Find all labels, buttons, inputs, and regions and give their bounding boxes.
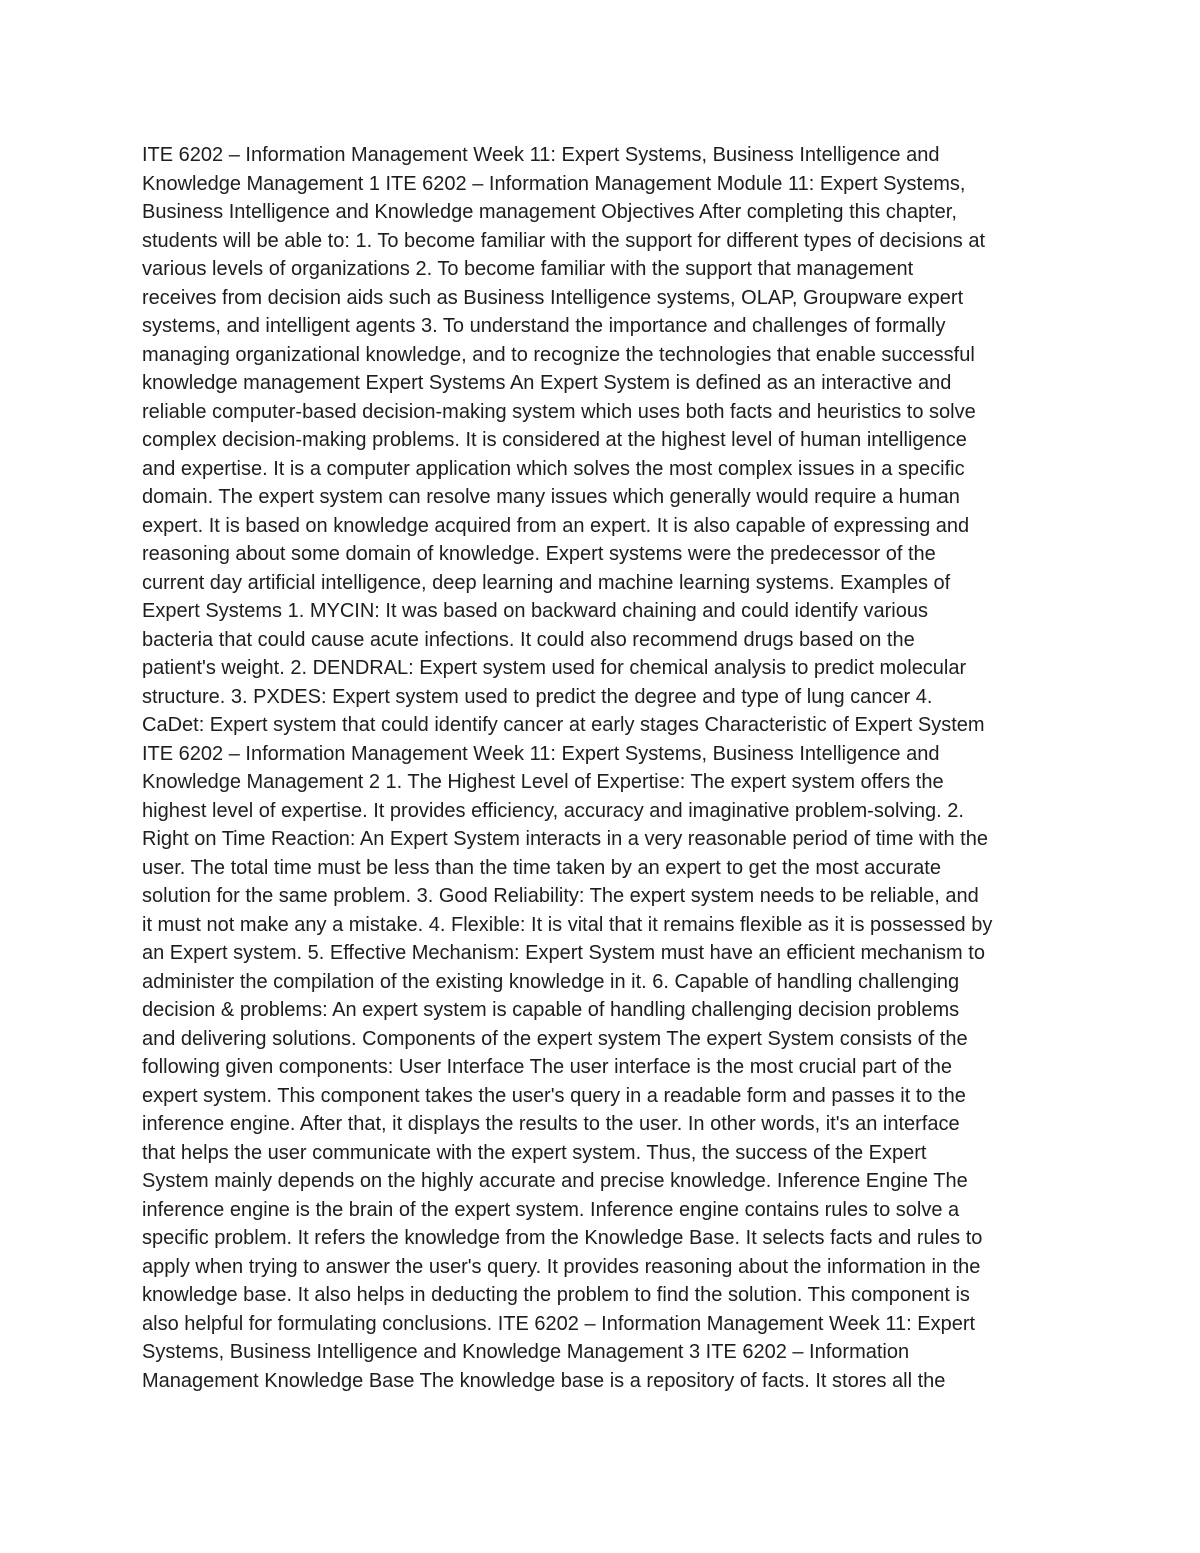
text-line: CaDet: Expert system that could identify cancer at early stages Characteristic of Expert System <box>142 714 985 736</box>
text-line: user. The total time must be less than the time taken by an expert to get the most accurate <box>142 856 941 879</box>
text-line: domain. The expert system can resolve many issues which generally would require a human <box>142 486 960 508</box>
text-line: following given components: User Interface The user interface is the most crucial part of the <box>142 1056 953 1078</box>
text-line: also helpful for formulating conclusions. ITE 6202 – Information Management Week 11: Expert <box>142 1312 976 1335</box>
text-line: administer the compilation of the existing knowledge in it. 6. Capable of handling challenging <box>142 970 960 993</box>
text-line: complex decision-making problems. It is considered at the highest level of human intelligence <box>142 429 967 451</box>
text-line: highest level of expertise. It provides efficiency, accuracy and imaginative problem-solving. 2. <box>142 799 964 822</box>
text-line: inference engine. After that, it displays the results to the user. In other words, it's an interface <box>142 1113 960 1135</box>
text-line: Knowledge Management 1 ITE 6202 – Information Management Module 11: Expert Systems, <box>142 172 966 195</box>
text-line: an Expert system. 5. Effective Mechanism: Expert System must have an efficient mechanism to <box>142 942 985 964</box>
text-line: apply when trying to answer the user's query. It provides reasoning about the information in the <box>142 1255 981 1278</box>
text-line: reliable computer-based decision-making system which uses both facts and heuristics to solve <box>142 400 976 423</box>
text-line: current day artificial intelligence, deep learning and machine learning systems. Examples of <box>142 571 951 594</box>
text-line: Expert Systems 1. MYCIN: It was based on backward chaining and could identify various <box>142 600 928 622</box>
text-line: Right on Time Reaction: An Expert System interacts in a very reasonable period of time with the <box>142 828 988 850</box>
text-line: Business Intelligence and Knowledge management Objectives After completing this chapter, <box>142 201 957 223</box>
text-line: it must not make any a mistake. 4. Flexible: It is vital that it remains flexible as it is possessed by <box>142 913 993 936</box>
text-line: System mainly depends on the highly accurate and precise knowledge. Inference Engine The <box>142 1170 968 1192</box>
text-line: structure. 3. PXDES: Expert system used to predict the degree and type of lung cancer 4. <box>142 685 933 708</box>
text-line: receives from decision aids such as Business Intelligence systems, OLAP, Groupware expert <box>142 286 964 309</box>
text-line: and delivering solutions. Components of the expert system The expert System consists of the <box>142 1027 968 1050</box>
text-line: ITE 6202 – Information Management Week 11: Expert Systems, Business Intelligence and <box>142 144 940 166</box>
text-line: and expertise. It is a computer application which solves the most complex issues in a specific <box>142 457 965 480</box>
text-line: Management Knowledge Base The knowledge base is a repository of facts. It stores all the <box>142 1369 946 1392</box>
text-line: students will be able to: 1. To become familiar with the support for different types of decisions at <box>142 229 986 252</box>
text-line: expert. It is based on knowledge acquired from an expert. It is also capable of expressing and <box>142 514 970 537</box>
text-line: Knowledge Management 2 1. The Highest Level of Expertise: The expert system offers the <box>142 771 944 793</box>
text-line: Systems, Business Intelligence and Knowledge Management 3 ITE 6202 – Information <box>142 1341 910 1363</box>
text-line: ITE 6202 – Information Management Week 11: Expert Systems, Business Intelligence and <box>142 742 940 765</box>
text-line: reasoning about some domain of knowledge. Expert systems were the predecessor of the <box>142 543 936 565</box>
text-line: systems, and intelligent agents 3. To understand the importance and challenges of formally <box>142 315 946 337</box>
text-line: knowledge base. It also helps in deducting the problem to find the solution. This component is <box>142 1284 970 1306</box>
text-line: managing organizational knowledge, and to recognize the technologies that enable successful <box>142 343 975 366</box>
text-line: various levels of organizations 2. To become familiar with the support that management <box>142 258 914 280</box>
text-line: patient's weight. 2. DENDRAL: Expert system used for chemical analysis to predict molecular <box>142 657 967 679</box>
text-line: that helps the user communicate with the expert system. Thus, the success of the Expert <box>142 1141 927 1164</box>
text-line: inference engine is the brain of the expert system. Inference engine contains rules to solve a <box>142 1198 960 1221</box>
body-text <box>142 141 1082 1395</box>
text-line: expert system. This component takes the user's query in a readable form and passes it to the <box>142 1084 966 1107</box>
text-line: bacteria that could cause acute infections. It could also recommend drugs based on the <box>142 628 915 651</box>
text-line: specific problem. It refers the knowledge from the Knowledge Base. It selects facts and rules to <box>142 1227 983 1249</box>
text-line: knowledge management Expert Systems An Expert System is defined as an interactive and <box>142 372 952 394</box>
text-line: decision & problems: An expert system is capable of handling challenging decision problems <box>142 999 960 1021</box>
text-line: solution for the same problem. 3. Good Reliability: The expert system needs to be reliable, and <box>142 885 979 907</box>
